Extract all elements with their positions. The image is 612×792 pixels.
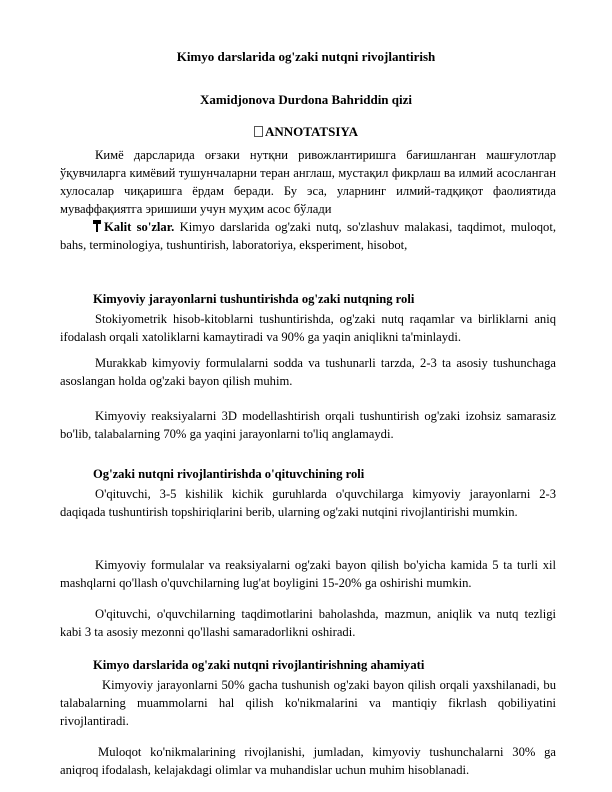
section2-paragraph-1 [60, 485, 556, 521]
section1-p1-text: Stokiyometrik hisob-kitoblarni tushuntirishda, og'zaki nutq raqamlar va birliklarni aniq ifodalash orqali xatoliklarni kamaytiradi va 90% ga yaqin aniqlikni ta'minlaydi. [60, 312, 556, 344]
section1-paragraph-1 [60, 310, 556, 346]
section1-paragraph-2 [60, 354, 556, 390]
keywords-paragraph [60, 218, 556, 254]
section2-p2-text: Kimyoviy formulalar va reaksiyalarni og'zaki bayon qilish bo'yicha kamida 5 ta turli xil mashqlarni qo'llash o'quvchilarning lug'at boyligini 15-20% ga oshirishi mumkin. [60, 558, 556, 590]
section3-p1-text: Kimyoviy jarayonlarni 50% gacha tushunish og'zaki bayon qilish orqali yaxshilanadi, bu talabalarning muammolarni hal qilish ko'nikmalarini va mantiqiy fikrlash qobiliyatini rivojlantiradi. [60, 678, 556, 728]
keywords-text: Kimyo darslarida og'zaki nutq, so'zlashuv malakasi, taqdimot, muloqot, bahs, terminologiya, tushuntirish, laboratoriya, eksperiment, hisobot, [60, 220, 556, 252]
section1-p3-text: Kimyoviy reaksiyalarni 3D modellashtirish orqali tushuntirish og'zaki izohsiz samarasiz bo'lib, talabalarning 70% ga yaqini jarayonlarni to'liq anglamaydi. [60, 409, 556, 441]
section1-paragraph-3 [60, 407, 556, 443]
author-name: Xamidjonova Durdona Bahriddin qizi [199, 92, 413, 107]
section3-heading: Kimyo darslarida og'zaki nutqni rivojlantirishning ahamiyati [93, 658, 425, 672]
keywords-label: Kalit so'zlar. [104, 220, 175, 234]
section2-heading: Og'zaki nutqni rivojlantirishda o'qituvchining roli [93, 467, 365, 481]
missing-glyph-icon [254, 126, 263, 137]
annotation-text: Кимё дарсларида оғзаки нутқни ривожлантиришга бағишланган машғулотлар ўқувчиларга кимёвий тушунчаларни теран англаш, мустақил фикрлаш ва илмий асосланган хулосалар чиқаришга ёрдам беради. Бу эса, уларнинг илмий-тадқиқот фаолиятида муваффақиятга эришиши учун муҳим асос бўлади [60, 148, 556, 216]
key-icon [92, 220, 102, 232]
section3-paragraph-1 [60, 676, 556, 730]
paper-title: Kimyo darslarida og'zaki nutqni rivojlantirish [176, 49, 436, 64]
section1-p2-text: Murakkab kimyoviy formulalarni sodda va tushunarli tarzda, 2-3 ta asosiy tushunchaga asoslangan holda og'zaki bayon qilish muhim. [60, 356, 556, 388]
section2-paragraph-3 [60, 605, 556, 641]
annotation-heading-text: ANNOTATSIYA [265, 124, 358, 139]
section1-heading: Kimyoviy jarayonlarni tushuntirishda og'zaki nutqning roli [93, 292, 415, 306]
section3-paragraph-2 [60, 743, 556, 779]
section2-p1-text: O'qituvchi, 3-5 kishilik kichik guruhlarda o'quvchilarga kimyoviy jarayonlarni 2-3 daqiqada tushuntirish topshiriqlarini berib, ularning og'zaki nutqini rivojlantirishi mumkin. [60, 487, 556, 519]
section3-p2-text: Muloqot ko'nikmalarining rivojlanishi, jumladan, kimyoviy tushunchalarni 30% ga aniqroq ifodalash, kelajakdagi olimlar va muhandislar uchun muhim hisoblanadi. [60, 745, 556, 777]
section2-paragraph-2 [60, 556, 556, 592]
section2-p3-text: O'qituvchi, o'quvchilarning taqdimotlarini baholashda, mazmun, aniqlik va nutq tezligi kabi 3 ta asosiy mezonni qo'llashi samaradorlikni oshiradi. [60, 607, 556, 639]
annotation-heading [0, 124, 612, 140]
annotation-paragraph [60, 146, 556, 218]
